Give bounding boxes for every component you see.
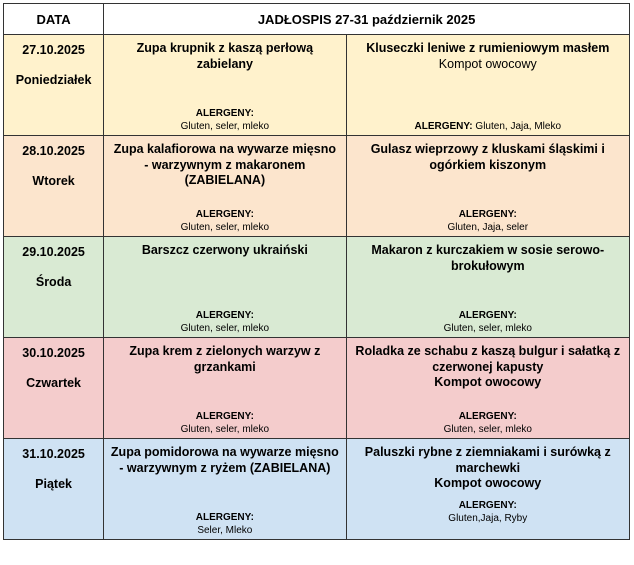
allergens-label: ALERGENY: xyxy=(458,411,517,422)
allergens-list: Gluten,Jaja, Ryby xyxy=(448,513,528,524)
soup-name: Zupa krupnik z kaszą perłową zabielany xyxy=(136,41,314,71)
allergens-label: ALERGENY: xyxy=(195,411,254,422)
allergens-list: Gluten, Jaja, seler xyxy=(447,222,529,233)
soup-name: Zupa krem z zielonych warzyw z grzankami xyxy=(129,344,321,374)
day-row-friday xyxy=(4,439,630,540)
date-column-header: DATA xyxy=(4,4,104,35)
main-dish-name: Paluszki rybne z ziemniakami i surówką z marchewki xyxy=(364,445,611,475)
allergens-label: ALERGENY: xyxy=(195,512,254,523)
soup-cell xyxy=(104,35,346,136)
main-allergens xyxy=(347,208,629,234)
soup-cell xyxy=(104,439,346,540)
soup-allergens xyxy=(104,208,345,234)
allergens-label: ALERGENY: xyxy=(458,310,517,321)
date-cell xyxy=(4,35,104,136)
date: 31.10.2025 xyxy=(22,447,85,461)
day-row-thursday xyxy=(4,338,630,439)
main-allergens xyxy=(347,309,629,335)
allergens-list: Seler, Mleko xyxy=(197,525,253,536)
main-cell xyxy=(346,35,629,136)
allergens-list: Gluten, Jaja, Mleko xyxy=(475,121,562,132)
soup-cell xyxy=(104,136,346,237)
allergens-label: ALERGENY: xyxy=(458,500,517,511)
weekday: Czwartek xyxy=(26,376,82,390)
main-cell xyxy=(346,338,629,439)
soup-allergens xyxy=(104,410,345,436)
soup-cell xyxy=(104,237,346,338)
allergens-label: ALERGENY: xyxy=(195,108,254,119)
weekday: Piątek xyxy=(35,477,72,491)
day-row-tuesday xyxy=(4,136,630,237)
main-dish-name: Makaron z kurczakiem w sosie serowo-brokułowym xyxy=(371,243,605,273)
allergens-list: Gluten, seler, mleko xyxy=(180,323,270,334)
allergens-list: Gluten, seler, mleko xyxy=(180,222,270,233)
soup-name: Zupa kalafiorowa na wywarze mięsno - warzywnym z makaronem (ZABIELANA) xyxy=(113,142,336,187)
allergens-label: ALERGENY: xyxy=(195,209,254,220)
weekday: Wtorek xyxy=(32,174,75,188)
soup-name: Barszcz czerwony ukraiński xyxy=(141,243,308,257)
soup-cell xyxy=(104,338,346,439)
main-dish-name: Roladka ze schabu z kaszą bulgur i sałatką z czerwonej kapusty xyxy=(355,344,621,374)
header-row xyxy=(4,4,630,35)
weekday: Środa xyxy=(35,275,72,289)
allergens-label: ALERGENY: xyxy=(195,310,254,321)
main-dish-name: Kluseczki leniwe z rumieniowym masłem xyxy=(366,41,610,55)
weekday: Poniedziałek xyxy=(15,73,92,87)
main-dish-extra: Kompot owocowy xyxy=(438,56,537,71)
allergens-label: ALERGENY: xyxy=(458,209,517,220)
allergens-list: Gluten, seler, mleko xyxy=(443,323,532,334)
date-cell xyxy=(4,237,104,338)
soup-allergens xyxy=(104,511,345,537)
main-cell xyxy=(346,237,629,338)
date: 30.10.2025 xyxy=(22,346,85,360)
date-cell xyxy=(4,439,104,540)
main-allergens xyxy=(347,499,629,525)
allergens-list: Gluten, seler, mleko xyxy=(443,424,532,435)
main-cell xyxy=(346,439,629,540)
main-dish-extra: Kompot owocowy xyxy=(434,476,542,490)
main-allergens xyxy=(347,410,629,436)
main-dish-block xyxy=(347,338,629,391)
main-dish-extra: Kompot owocowy xyxy=(434,375,542,389)
main-dish-name: Gulasz wieprzowy z kluskami śląskimi i ogórkiem kiszonym xyxy=(370,142,605,172)
allergens-list: Gluten, seler, mleko xyxy=(180,121,270,132)
main-dish-block xyxy=(347,439,629,492)
date-cell xyxy=(4,136,104,237)
day-row-wednesday xyxy=(4,237,630,338)
allergens-label: ALERGENY: xyxy=(414,121,473,132)
date: 29.10.2025 xyxy=(22,245,85,259)
soup-allergens xyxy=(104,309,345,335)
menu-table xyxy=(3,3,630,540)
date-cell xyxy=(4,338,104,439)
main-dish-block xyxy=(347,35,629,72)
day-row-monday xyxy=(4,35,630,136)
date: 27.10.2025 xyxy=(22,43,85,57)
soup-name: Zupa pomidorowa na wywarze mięsno - warzywnym z ryżem (ZABIELANA) xyxy=(110,445,339,475)
soup-allergens xyxy=(104,107,345,133)
date: 28.10.2025 xyxy=(22,144,85,158)
allergens-list: Gluten, seler, mleko xyxy=(180,424,270,435)
menu-title: JADŁOSPIS 27-31 październik 2025 xyxy=(104,4,630,35)
main-allergens xyxy=(347,120,629,133)
main-cell xyxy=(346,136,629,237)
